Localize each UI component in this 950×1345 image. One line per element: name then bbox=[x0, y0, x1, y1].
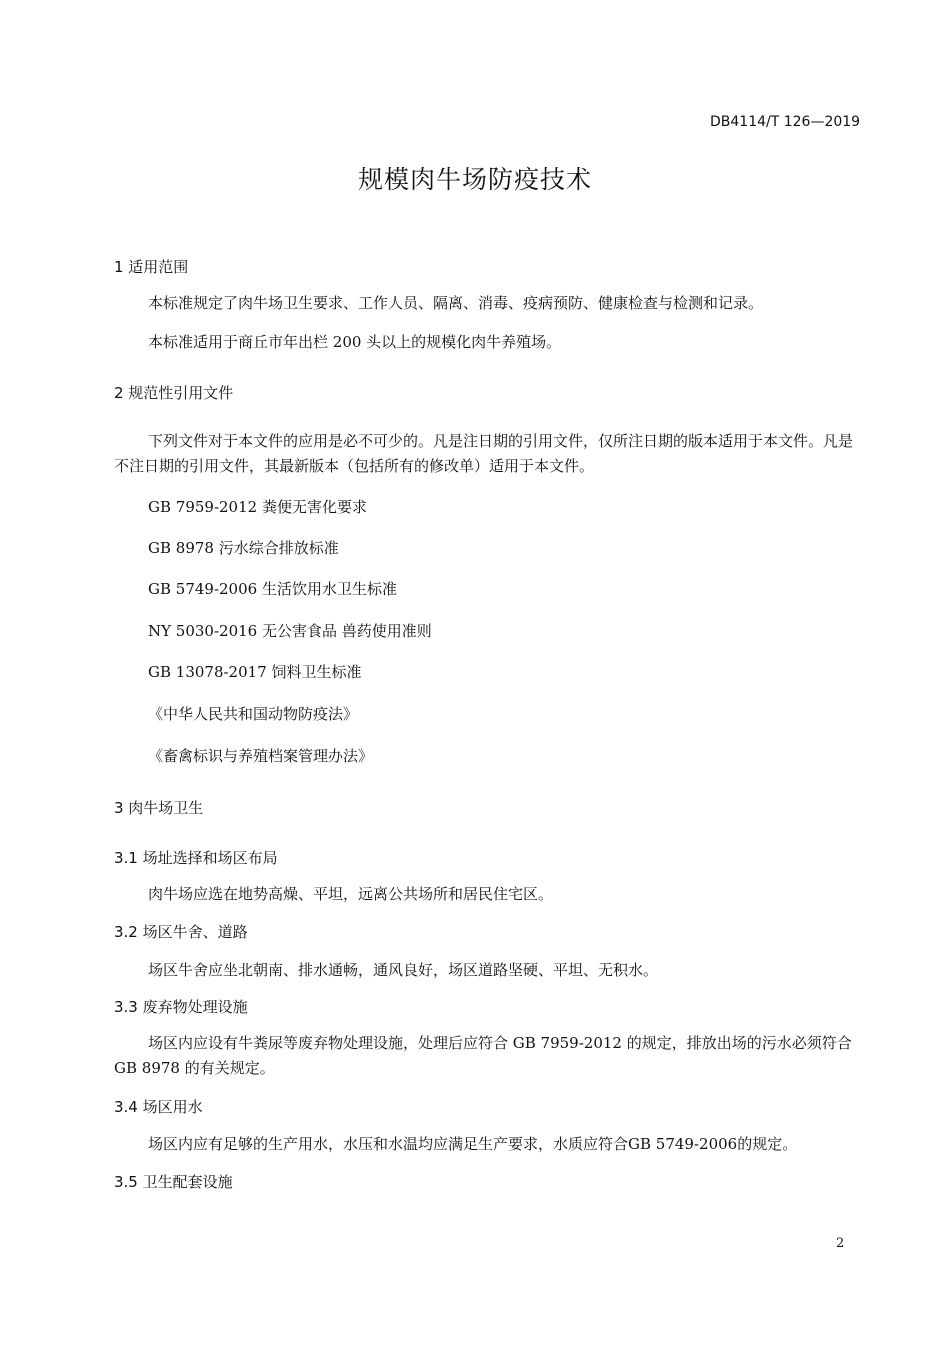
paragraph: 场区内应设有牛粪尿等废弃物处理设施，处理后应符合 GB 7959-2012 的规定，排放出场的污水必须符合 GB 8978 的有关规定。 bbox=[114, 1034, 852, 1077]
reference-item: 《畜禽标识与养殖档案管理办法》 bbox=[148, 747, 374, 765]
reference-item: GB 7959-2012 粪便无害化要求 bbox=[148, 498, 367, 516]
paragraph: 肉牛场应选在地势高燥、平坦，远离公共场所和居民住宅区。 bbox=[148, 885, 554, 903]
paragraph: 场区牛舍应坐北朝南、排水通畅，通风良好，场区道路坚硬、平坦、无积水。 bbox=[148, 961, 659, 979]
subsection-heading: 3.4 场区用水 bbox=[114, 1098, 203, 1116]
reference-item: GB 13078-2017 饲料卫生标准 bbox=[148, 663, 362, 681]
page-number: 2 bbox=[836, 1236, 845, 1251]
paragraph: 场区内应有足够的生产用水，水压和水温均应满足生产要求，水质应符合GB 5749-2006的规定。 bbox=[148, 1135, 798, 1153]
paragraph: 下列文件对于本文件的应用是必不可少的。凡是注日期的引用文件，仅所注日期的版本适用于本文件。凡是不注日期的引用文件，其最新版本（包括所有的修改单）适用于本文件。 bbox=[114, 432, 854, 475]
reference-item: GB 8978 污水综合排放标准 bbox=[148, 539, 339, 557]
section-heading-2: 2 规范性引用文件 bbox=[114, 384, 234, 402]
subsection-heading: 3.1 场址选择和场区布局 bbox=[114, 849, 278, 867]
reference-item: GB 5749-2006 生活饮用水卫生标准 bbox=[148, 580, 397, 598]
document-title: 规模肉牛场防疫技术 bbox=[357, 165, 592, 194]
paragraph: 本标准规定了肉牛场卫生要求、工作人员、隔离、消毒、疫病预防、健康检查与检测和记录。 bbox=[148, 294, 764, 312]
section-heading-3: 3 肉牛场卫生 bbox=[114, 799, 204, 817]
subsection-heading: 3.2 场区牛舍、道路 bbox=[114, 923, 248, 941]
standard-code: DB4114/T 126—2019 bbox=[710, 114, 861, 130]
section-heading-1: 1 适用范围 bbox=[114, 258, 189, 276]
reference-item: NY 5030-2016 无公害食品 兽药使用准则 bbox=[148, 622, 432, 640]
reference-item: 《中华人民共和国动物防疫法》 bbox=[148, 705, 359, 723]
paragraph: 本标准适用于商丘市年出栏 200 头以上的规模化肉牛养殖场。 bbox=[148, 333, 562, 351]
subsection-heading: 3.5 卫生配套设施 bbox=[114, 1173, 233, 1191]
subsection-heading: 3.3 废弃物处理设施 bbox=[114, 998, 248, 1016]
